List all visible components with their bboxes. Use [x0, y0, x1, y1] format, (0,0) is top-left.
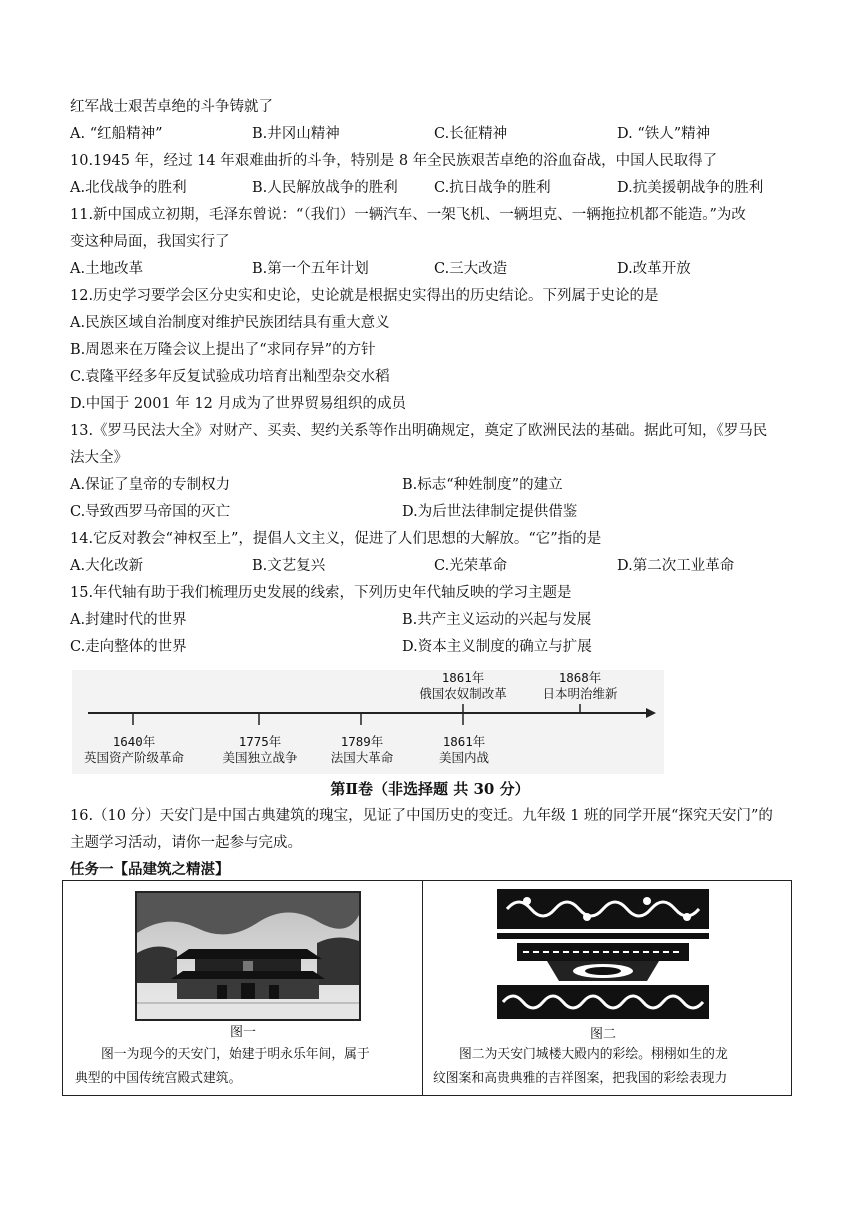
timeline-event: 俄国农奴制改革 [419, 686, 507, 701]
q14-option-c[interactable]: C.光荣革命 [434, 558, 508, 574]
timeline-year: 1789年 [340, 734, 384, 749]
timeline-year: 1861年 [441, 670, 485, 685]
q16-stem-line1: 16.（10 分）天安门是中国古典建筑的瑰宝，见证了中国历史的变迁。九年级 1 班的同学开展“探究天安门”的 [70, 808, 773, 824]
q11-option-c[interactable]: C.三大改造 [434, 261, 508, 277]
q9-option-d[interactable]: D. “铁人”精神 [617, 126, 711, 142]
timeline-event: 美国内战 [438, 750, 489, 765]
q16-stem-line2: 主题学习活动，请你一起参与完成。 [70, 835, 302, 851]
q12-stem: 12.历史学习要学会区分史实和史论，史论就是根据史实得出的历史结论。下列属于史论的是 [70, 288, 659, 304]
q12-option-a[interactable]: A.民族区域自治制度对维护民族团结具有重大意义 [70, 315, 390, 331]
q13-stem-line1: 13.《罗马民法大全》对财产、买卖、契约关系等作出明确规定，奠定了欧洲民法的基础。据此可知，《罗马民 [70, 423, 768, 439]
timeline-event: 英国资产阶级革命 [83, 750, 184, 765]
q10-option-d[interactable]: D.抗美援朝战争的胜利 [617, 180, 764, 196]
timeline-below-3 [318, 734, 406, 766]
q12-option-d[interactable]: D.中国于 2001 年 12 月成为了世界贸易组织的成员 [70, 396, 407, 412]
timeline-below-4 [426, 734, 502, 766]
fig1-text-line1: 图一为现今的天安门，始建于明永乐年间，属于 [101, 1047, 370, 1062]
timeline-event: 日本明治维新 [542, 686, 618, 701]
timeline-above-2 [527, 670, 633, 702]
q11-option-d[interactable]: D.改革开放 [617, 261, 691, 277]
task1-heading [70, 860, 230, 880]
q15-option-a[interactable]: A.封建时代的世界 [70, 612, 187, 628]
q10-option-c[interactable]: C.抗日战争的胜利 [434, 180, 551, 196]
table-divider [422, 881, 423, 1095]
q15-option-b[interactable]: B.共产主义运动的兴起与发展 [402, 612, 592, 628]
q9-stem-tail: 红军战士艰苦卓绝的斗争铸就了 [70, 99, 273, 115]
q13-option-c[interactable]: C.导致西罗马帝国的灭亡 [70, 504, 231, 520]
q15-option-d[interactable]: D.资本主义制度的确立与扩展 [402, 639, 592, 655]
q14-stem: 14.它反对教会“神权至上”，提倡人文主义，促进了人们思想的大解放。“它”指的是 [70, 531, 602, 547]
timeline-year: 1861年 [442, 734, 486, 749]
section-title: 第Ⅱ卷（非选择题 共 30 分） [330, 780, 530, 798]
q14-option-d[interactable]: D.第二次工业革命 [617, 558, 735, 574]
timeline-year: 1640年 [112, 734, 156, 749]
q9-option-b[interactable]: B.井冈山精神 [252, 126, 340, 142]
q9-option-c[interactable]: C.长征精神 [434, 126, 508, 142]
q12-option-b[interactable]: B.周恩来在万隆会议上提出了“求同存异”的方针 [70, 342, 376, 358]
fig2-caption: 图二 [589, 1027, 616, 1042]
timeline-below-1 [72, 734, 196, 766]
q11-option-a[interactable]: A.土地改革 [70, 261, 144, 277]
q10-option-b[interactable]: B.人民解放战争的胜利 [252, 180, 398, 196]
q15-option-c[interactable]: C.走向整体的世界 [70, 639, 187, 655]
timeline-event: 法国大革命 [330, 750, 394, 765]
timeline-arrow-icon [646, 708, 656, 718]
q13-option-d[interactable]: D.为后世法律制定提供借鉴 [402, 504, 578, 520]
q12-option-c[interactable]: C.袁隆平经多年反复试验成功培育出籼型杂交水稻 [70, 369, 390, 385]
tiananmen-photo [135, 891, 361, 1021]
q14-option-b[interactable]: B.文艺复兴 [252, 558, 326, 574]
q14-option-a[interactable]: A.大化改新 [70, 558, 144, 574]
history-timeline [72, 670, 664, 774]
q13-option-b[interactable]: B.标志“种姓制度”的建立 [402, 477, 563, 493]
fig2-text-line2: 纹图案和高贵典雅的吉祥图案，把我国的彩绘表现力 [433, 1071, 728, 1086]
q15-stem: 15.年代轴有助于我们梳理历史发展的线索，下列历史年代轴反映的学习主题是 [70, 585, 572, 601]
timeline-year: 1775年 [238, 734, 282, 749]
q9-option-a[interactable]: A. “红船精神” [70, 126, 163, 142]
q13-option-a[interactable]: A.保证了皇帝的专制权力 [70, 477, 231, 493]
decorative-painting-photo [495, 887, 711, 1021]
fig2-text-line1: 图二为天安门城楼大殿内的彩绘。栩栩如生的龙 [459, 1047, 728, 1062]
q10-stem: 10.1945 年，经过 14 年艰难曲折的斗争，特别是 8 年全民族艰苦卓绝的浴血奋战，中国人民取得了 [70, 153, 718, 169]
task1-title: 【品建筑之精湛】 [113, 861, 230, 878]
timeline-above-1 [403, 670, 523, 702]
q11-stem-line2: 变这种局面，我国实行了 [70, 234, 230, 250]
task1-figure-table [62, 880, 792, 1096]
timeline-year: 1868年 [558, 670, 602, 685]
q10-option-a[interactable]: A.北伐战争的胜利 [70, 180, 187, 196]
task1-label: 任务一 [70, 861, 114, 878]
timeline-event: 美国独立战争 [222, 750, 298, 765]
fig1-text-line2: 典型的中国传统宫殿式建筑。 [75, 1071, 242, 1086]
q13-stem-line2: 法大全》 [70, 450, 128, 466]
fig1-caption: 图一 [229, 1025, 256, 1040]
q11-option-b[interactable]: B.第一个五年计划 [252, 261, 369, 277]
timeline-below-2 [210, 734, 310, 766]
q11-stem-line1: 11.新中国成立初期，毛泽东曾说：“（我们）一辆汽车、一架飞机、一辆坦克、一辆拖拉机都不能造。”为改 [70, 207, 746, 223]
